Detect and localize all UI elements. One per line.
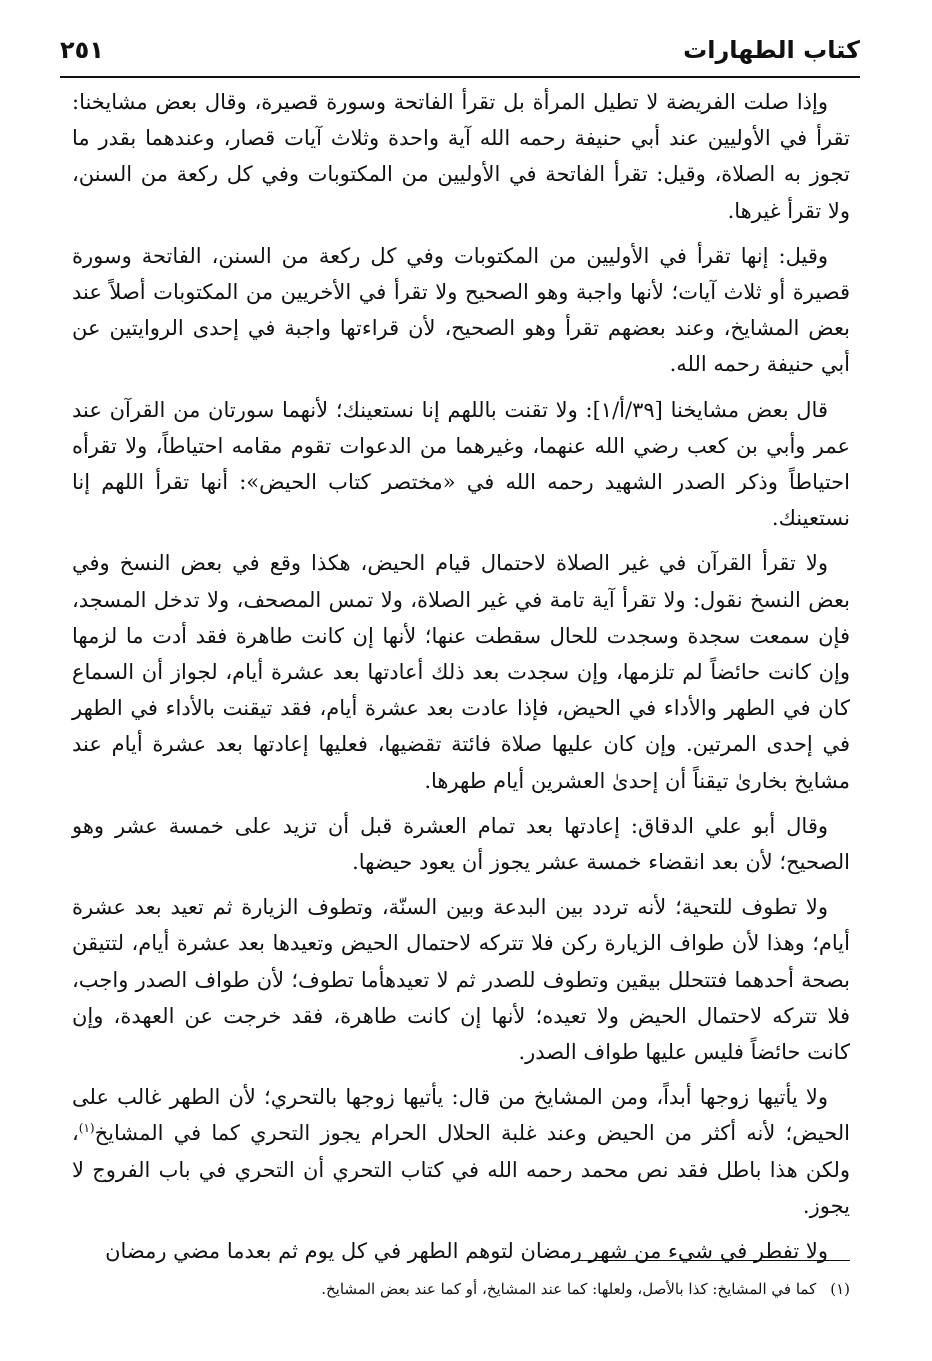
- running-title: كتاب الطهارات: [683, 36, 860, 64]
- paragraph: ولا تقرأ القرآن في غير الصلاة لاحتمال قيام الحيض، هكذا وقع في بعض النسخ وفي بعض النسخ نقول: ولا تقرأ آية تامة في غير الصلاة، ولا تمس المصحف، ولا تدخل المسجد، فإن سمعت سجدة وسجدت للحال سقطت عنها؛ لأنها إن كانت طاهرة فقد أدت ما لزمها وإن كانت حائضاً لم تلزمها، وإن سجدت بعد ذلك أعادتها بعد عشرة أيام، لجواز أن السماع كان في الطهر والأداء في الحيض، فإذا عادت بعد عشرة أيام، فقد تيقنت بالأداء في الطهر في إحدى المرتين. وإن كان عليها صلاة فائتة تقضيها، فعليها إعادتها بعد عشرة أيام عند مشايخ بخارىٰ تيقناً أن إحدىٰ العشرين أيام طهرها.: [72, 551, 850, 793]
- paragraph: وقيل: إنها تقرأ في الأوليين من المكتوبات وفي كل ركعة من السنن، الفاتحة وسورة قصيرة أو ثلاث آيات؛ لأنها واجبة وهو الصحيح ولا تقرأ في الأخريين من المكتوبات أصلاً عند بعض المشايخ، وعند بعضهم تقرأ وهو الصحيح، لأن قراءتها واجبة في إحدى الروايتين عن أبي حنيفة رحمه الله.: [72, 243, 850, 377]
- paragraph: وإذا صلت الفريضة لا تطيل المرأة بل تقرأ الفاتحة وسورة قصيرة، وقال بعض مشايخنا: تقرأ في الأوليين عند أبي حنيفة رحمه الله آية واحدة وثلاث آيات قصار، وعندهما بقدر ما تجوز به الصلاة، وقيل: تقرأ الفاتحة في الأوليين من المكتوبات وفي كل ركعة من السنن، ولا تقرأ غيرها.: [72, 90, 850, 223]
- footnote-divider: [578, 1260, 850, 1261]
- main-text: [72, 84, 850, 1269]
- paragraph-text: ، ولكن هذا باطل فقد نص محمد رحمه الله في كتاب التحري أن التحري في باب الفروج لا يجوز.: [72, 1121, 850, 1218]
- paragraph: وقال أبو علي الدقاق: إعادتها بعد تمام العشرة قبل أن تزيد على خمسة عشر وهو الصحيح؛ لأن بعد انقضاء خمسة عشر يجوز أن يعود حيضها.: [72, 813, 850, 875]
- page-header: [60, 28, 860, 72]
- paragraph-text: ولا يأتيها زوجها أبداً، ومن المشايخ من قال: يأتيها زوجها بالتحري؛ لأن الطهر غالب على الحيض؛ لأنه أكثر من الحيض وعند غلبة الحلال الحرام يجوز التحري كما في المشايخ: [72, 1085, 850, 1146]
- footnote-text: كما في المشايخ: كذا بالأصل، ولعلها: كما عند المشايخ، أو كما عند بعض المشايخ.: [321, 1280, 817, 1298]
- footnote-number: (١): [830, 1280, 850, 1298]
- header-divider: [60, 76, 860, 78]
- paragraph: قال بعض مشايخنا [٣٩/أ/١]: ولا تقنت باللهم إنا نستعينك؛ لأنهما سورتان من القرآن عند عمر وأبي بن كعب رضي الله عنهما، وغيرهما من الدعوات تقوم مقامه احتياطاً، ولا تقرأه احتياطاً وذكر الصدر الشهيد رحمه الله في «مختصر كتاب الحيض»: أنها تقرأ اللهم إنا نستعينك.: [72, 397, 850, 531]
- footnote: [72, 1276, 850, 1302]
- page-number: ٢٥١: [60, 36, 104, 64]
- paragraph: ولا تطوف للتحية؛ لأنه تردد بين البدعة وبين السنّة، وتطوف الزيارة ثم تعيد بعد عشرة أيام؛ وهذا لأن طواف الزيارة ركن فلا تتركه لاحتمال الحيض وتعيدها بعد عشرة أيام، لتتيقن بصحة أحدهما فتتحلل بيقين وتطوف للصدر ثم لا تعيدهأما تطوف؛ لأن طواف الصدر واجب، فلا تتركه لاحتمال الحيض ولا تعيده؛ لأنها إن كانت طاهرة، فقد خرجت عن العهدة، وإن كانت حائضاً فليس عليها طواف الصدر.: [72, 895, 850, 1065]
- footnote-reference: (١): [78, 1121, 95, 1136]
- paragraph: ولا تفطر في شيء من شهر رمضان لتوهم الطهر في كل يوم ثم بعدما مضي رمضان: [105, 1239, 828, 1264]
- paragraph: [72, 1079, 850, 1224]
